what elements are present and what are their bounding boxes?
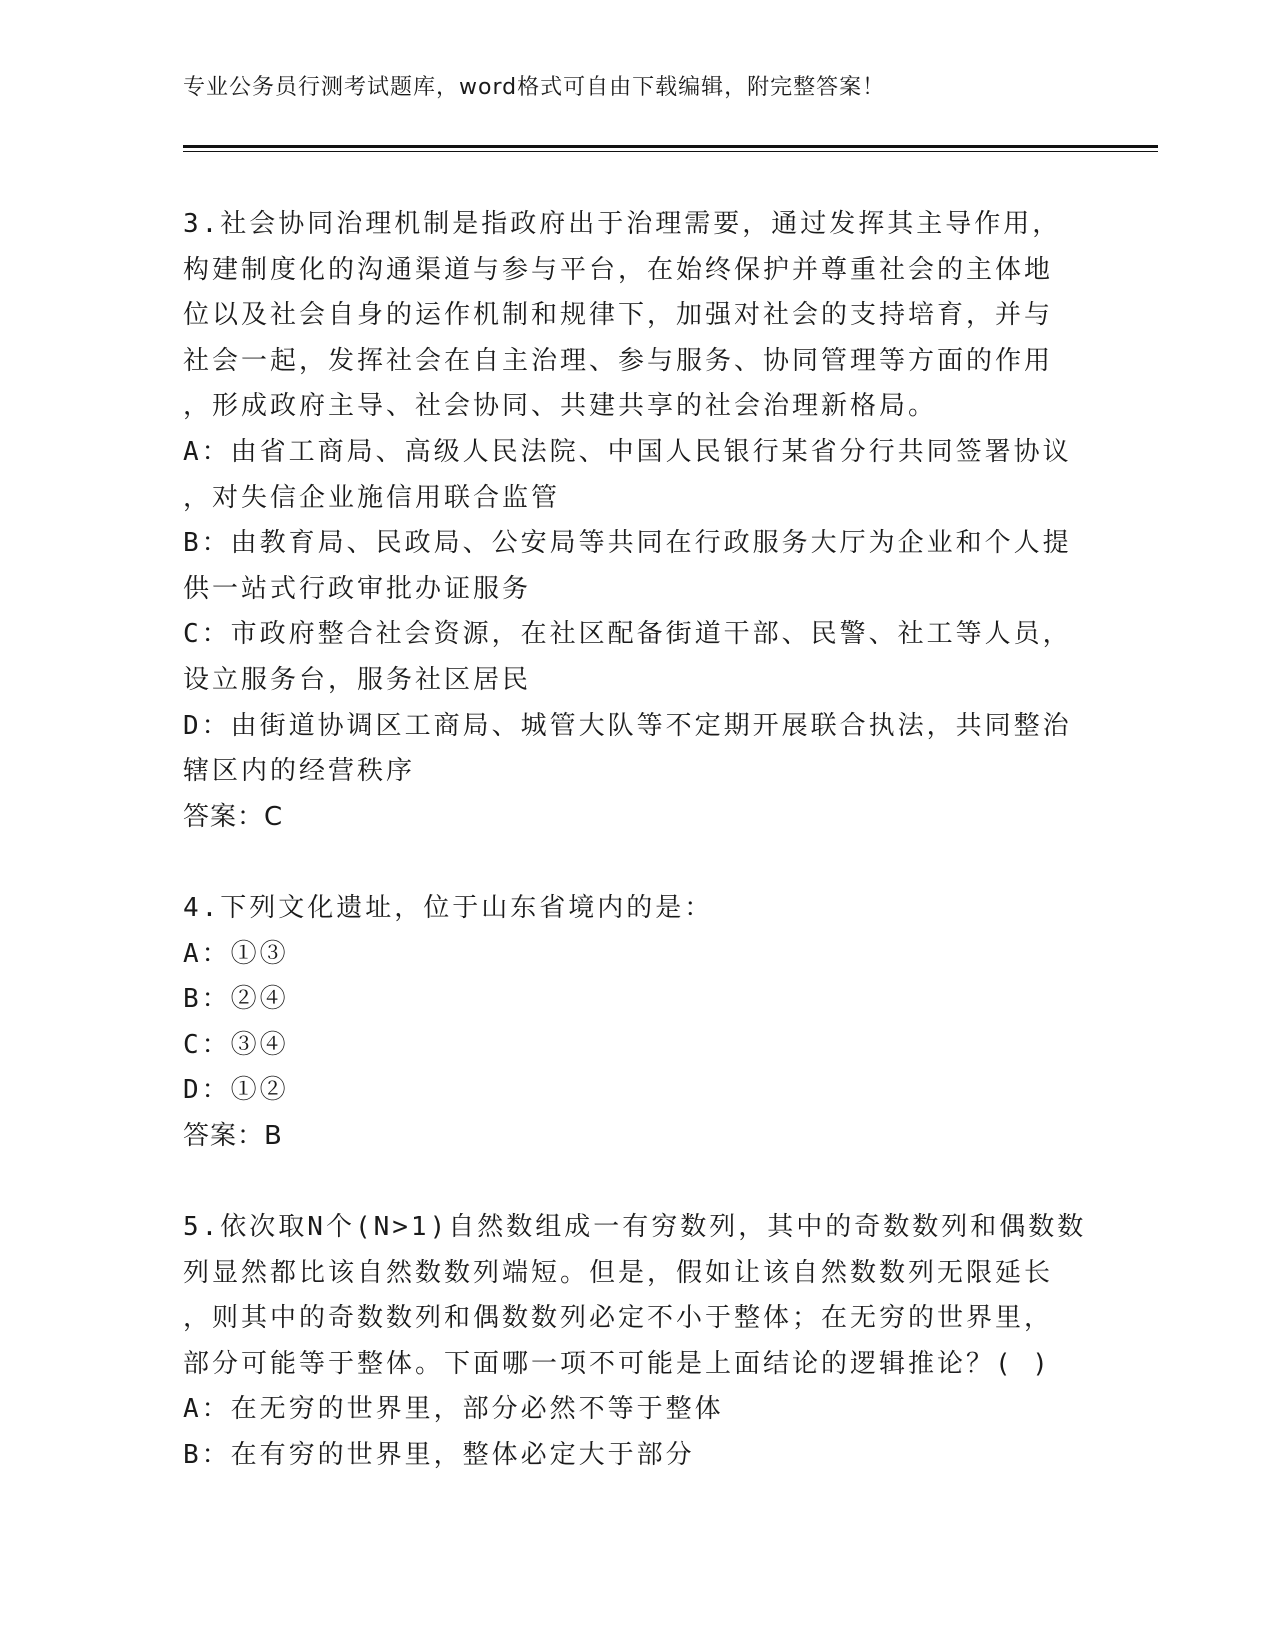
option-line: C：③④: [183, 1029, 289, 1060]
question-stem-line: 4.下列文化遗址，位于山东省境内的是：: [183, 892, 714, 923]
question-block: [183, 1205, 1103, 1479]
question-stem-line: 3.社会协同治理机制是指政府出于治理需要，通过发挥其主导作用，: [183, 209, 1062, 239]
option-line: D：由街道协调区工商局、城管大队等不定期开展联合执法，共同整治: [183, 710, 1072, 741]
answer-line: 答案：B: [183, 1120, 283, 1151]
question-stem-line: 社会一起，发挥社会在自主治理、参与服务、协同管理等方面的作用: [183, 345, 1054, 376]
option-line: A：由省工商局、高级人民法院、中国人民银行某省分行共同签署协议: [183, 436, 1072, 467]
question-gap: [183, 840, 1103, 886]
option-line: B：在有穷的世界里，整体必定大于部分: [183, 1440, 695, 1471]
option-line: 辖区内的经营秩序: [183, 756, 416, 787]
question-stem-line: 部分可能等于整体。下面哪一项不可能是上面结论的逻辑推论？( ): [183, 1348, 1051, 1379]
page-header: 专业公务员行测考试题库，word格式可自由下载编辑，附完整答案！: [183, 75, 886, 100]
option-line: C：市政府整合社会资源，在社区配备街道干部、民警、社工等人员，: [183, 619, 1072, 650]
option-line: ，对失信企业施信用联合监管: [183, 482, 561, 513]
question-list: [183, 202, 1103, 1479]
question-block: [183, 202, 1103, 840]
question-stem-line: 5.依次取N个(N>1)自然数组成一有穷数列，其中的奇数数列和偶数数: [183, 1212, 1087, 1243]
question-stem-line: 位以及社会自身的运作机制和规律下，加强对社会的支持培育，并与: [183, 300, 1054, 331]
option-line: A：①③: [183, 938, 289, 969]
header-rule-thin: [183, 151, 1158, 152]
question-stem-line: 构建制度化的沟通渠道与参与平台，在始终保护并尊重社会的主体地: [183, 254, 1054, 285]
answer-line: 答案：C: [183, 801, 284, 832]
option-line: A：在无穷的世界里，部分必然不等于整体: [183, 1394, 724, 1425]
question-gap: [183, 1159, 1103, 1205]
option-line: B：由教育局、民政局、公安局等共同在行政服务大厅为企业和个人提: [183, 528, 1072, 559]
question-stem-line: ，形成政府主导、社会协同、共建共享的社会治理新格局。: [183, 391, 938, 422]
question-stem-line: 列显然都比该自然数数列端短。但是，假如让该自然数数列无限延长: [183, 1257, 1054, 1288]
question-block: [183, 886, 1103, 1160]
option-line: 供一站式行政审批办证服务: [183, 573, 532, 604]
option-line: B：②④: [183, 984, 289, 1015]
option-line: D：①②: [183, 1075, 289, 1106]
header-rule-thick: [183, 145, 1158, 148]
option-line: 设立服务台，服务社区居民: [183, 664, 532, 695]
question-stem-line: ，则其中的奇数数列和偶数数列必定不小于整体；在无穷的世界里，: [183, 1303, 1054, 1334]
